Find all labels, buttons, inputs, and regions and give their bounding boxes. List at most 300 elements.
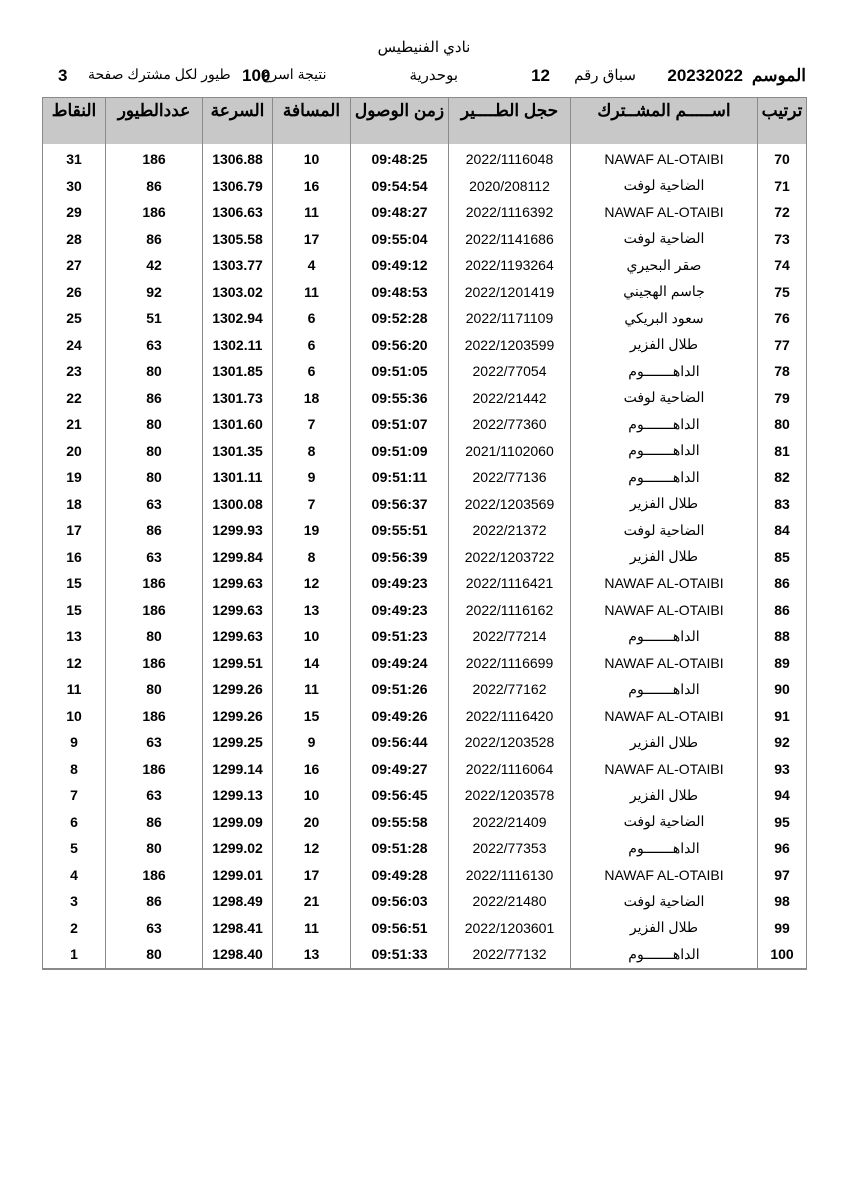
cell-ring: 2022/1116420 bbox=[449, 703, 571, 730]
cell-distance: 21 bbox=[273, 888, 351, 915]
cell-arrival: 09:48:25 bbox=[351, 146, 449, 173]
cell-birds: 86 bbox=[106, 173, 203, 200]
cell-member: NAWAF AL-OTAIBI bbox=[571, 597, 758, 624]
cell-points: 17 bbox=[43, 517, 106, 544]
cell-member: NAWAF AL-OTAIBI bbox=[571, 146, 758, 173]
cell-birds: 186 bbox=[106, 862, 203, 889]
cell-birds: 80 bbox=[106, 411, 203, 438]
cell-rank: 95 bbox=[758, 809, 807, 836]
table-row bbox=[43, 411, 807, 438]
cell-distance: 11 bbox=[273, 915, 351, 942]
cell-speed: 1299.63 bbox=[203, 623, 273, 650]
cell-distance: 17 bbox=[273, 226, 351, 253]
cell-member: جاسم الهجيني bbox=[571, 279, 758, 306]
cell-distance: 14 bbox=[273, 650, 351, 677]
cell-ring: 2022/1116421 bbox=[449, 570, 571, 597]
cell-speed: 1299.26 bbox=[203, 703, 273, 730]
table-row bbox=[43, 782, 807, 809]
cell-speed: 1299.51 bbox=[203, 650, 273, 677]
cell-member: الداهـــــــوم bbox=[571, 835, 758, 862]
cell-distance: 11 bbox=[273, 279, 351, 306]
cell-ring: 2022/77214 bbox=[449, 623, 571, 650]
header-points: النقاط bbox=[43, 98, 106, 145]
cell-ring: 2022/77136 bbox=[449, 464, 571, 491]
header-birds: عددالطيور bbox=[106, 98, 203, 145]
cell-arrival: 09:56:39 bbox=[351, 544, 449, 571]
cell-distance: 7 bbox=[273, 411, 351, 438]
cell-points: 12 bbox=[43, 650, 106, 677]
table-row bbox=[43, 729, 807, 756]
cell-arrival: 09:56:51 bbox=[351, 915, 449, 942]
cell-points: 4 bbox=[43, 862, 106, 889]
cell-arrival: 09:49:23 bbox=[351, 570, 449, 597]
cell-rank: 74 bbox=[758, 252, 807, 279]
cell-points: 18 bbox=[43, 491, 106, 518]
cell-distance: 12 bbox=[273, 835, 351, 862]
cell-member: الداهـــــــوم bbox=[571, 623, 758, 650]
cell-distance: 11 bbox=[273, 199, 351, 226]
cell-arrival: 09:52:28 bbox=[351, 305, 449, 332]
cell-distance: 15 bbox=[273, 703, 351, 730]
cell-distance: 20 bbox=[273, 809, 351, 836]
club-title: نادي الفنيطيس bbox=[377, 39, 471, 56]
cell-speed: 1299.63 bbox=[203, 597, 273, 624]
cell-arrival: 09:55:58 bbox=[351, 809, 449, 836]
cell-points: 3 bbox=[43, 888, 106, 915]
cell-ring: 2022/21442 bbox=[449, 385, 571, 412]
cell-points: 21 bbox=[43, 411, 106, 438]
cell-ring: 2022/1203599 bbox=[449, 332, 571, 359]
cell-distance: 10 bbox=[273, 782, 351, 809]
table-row bbox=[43, 279, 807, 306]
cell-rank: 77 bbox=[758, 332, 807, 359]
cell-birds: 86 bbox=[106, 226, 203, 253]
cell-member: NAWAF AL-OTAIBI bbox=[571, 650, 758, 677]
cell-points: 1 bbox=[43, 941, 106, 969]
cell-ring: 2022/77162 bbox=[449, 676, 571, 703]
cell-birds: 186 bbox=[106, 146, 203, 173]
cell-birds: 80 bbox=[106, 941, 203, 969]
cell-speed: 1299.93 bbox=[203, 517, 273, 544]
cell-rank: 70 bbox=[758, 146, 807, 173]
cell-arrival: 09:55:04 bbox=[351, 226, 449, 253]
cell-points: 29 bbox=[43, 199, 106, 226]
cell-arrival: 09:49:23 bbox=[351, 597, 449, 624]
cell-member: الضاحية لوفت bbox=[571, 809, 758, 836]
cell-rank: 98 bbox=[758, 888, 807, 915]
cell-arrival: 09:49:24 bbox=[351, 650, 449, 677]
cell-speed: 1299.13 bbox=[203, 782, 273, 809]
cell-speed: 1299.09 bbox=[203, 809, 273, 836]
cell-arrival: 09:49:28 bbox=[351, 862, 449, 889]
cell-member: NAWAF AL-OTAIBI bbox=[571, 756, 758, 783]
cell-points: 11 bbox=[43, 676, 106, 703]
cell-ring: 2022/1203578 bbox=[449, 782, 571, 809]
cell-ring: 2022/1193264 bbox=[449, 252, 571, 279]
cell-points: 22 bbox=[43, 385, 106, 412]
cell-ring: 2022/77353 bbox=[449, 835, 571, 862]
cell-member: الداهـــــــوم bbox=[571, 464, 758, 491]
cell-rank: 79 bbox=[758, 385, 807, 412]
table-row bbox=[43, 438, 807, 465]
cell-arrival: 09:56:44 bbox=[351, 729, 449, 756]
cell-ring: 2022/1203601 bbox=[449, 915, 571, 942]
per-member-label: طيور لكل مشترك صفحة bbox=[88, 66, 231, 82]
table-row bbox=[43, 464, 807, 491]
cell-birds: 63 bbox=[106, 915, 203, 942]
cell-member: صقر البحيري bbox=[571, 252, 758, 279]
cell-speed: 1301.85 bbox=[203, 358, 273, 385]
cell-arrival: 09:51:23 bbox=[351, 623, 449, 650]
table-row bbox=[43, 332, 807, 359]
cell-speed: 1301.60 bbox=[203, 411, 273, 438]
cell-member: الضاحية لوفت bbox=[571, 517, 758, 544]
cell-distance: 17 bbox=[273, 862, 351, 889]
cell-points: 26 bbox=[43, 279, 106, 306]
cell-ring: 2022/1116699 bbox=[449, 650, 571, 677]
results-table bbox=[42, 97, 807, 970]
season-label: الموسم bbox=[751, 66, 806, 85]
cell-points: 6 bbox=[43, 809, 106, 836]
cell-distance: 10 bbox=[273, 146, 351, 173]
cell-birds: 63 bbox=[106, 332, 203, 359]
cell-birds: 63 bbox=[106, 782, 203, 809]
cell-points: 2 bbox=[43, 915, 106, 942]
cell-speed: 1306.63 bbox=[203, 199, 273, 226]
cell-points: 27 bbox=[43, 252, 106, 279]
table-row bbox=[43, 226, 807, 253]
cell-speed: 1299.02 bbox=[203, 835, 273, 862]
cell-distance: 19 bbox=[273, 517, 351, 544]
cell-rank: 84 bbox=[758, 517, 807, 544]
table-row bbox=[43, 703, 807, 730]
cell-rank: 100 bbox=[758, 941, 807, 969]
table-row bbox=[43, 358, 807, 385]
cell-member: NAWAF AL-OTAIBI bbox=[571, 703, 758, 730]
fastest-value: 100 bbox=[242, 66, 271, 85]
cell-member: NAWAF AL-OTAIBI bbox=[571, 862, 758, 889]
cell-speed: 1299.01 bbox=[203, 862, 273, 889]
cell-member: الضاحية لوفت bbox=[571, 226, 758, 253]
cell-arrival: 09:56:37 bbox=[351, 491, 449, 518]
cell-rank: 94 bbox=[758, 782, 807, 809]
cell-ring: 2022/1116064 bbox=[449, 756, 571, 783]
cell-distance: 10 bbox=[273, 623, 351, 650]
cell-ring: 2022/1116392 bbox=[449, 199, 571, 226]
cell-distance: 6 bbox=[273, 305, 351, 332]
cell-arrival: 09:48:27 bbox=[351, 199, 449, 226]
cell-distance: 9 bbox=[273, 729, 351, 756]
page-number: 3 bbox=[58, 66, 68, 85]
cell-rank: 90 bbox=[758, 676, 807, 703]
cell-rank: 92 bbox=[758, 729, 807, 756]
cell-distance: 16 bbox=[273, 756, 351, 783]
cell-points: 15 bbox=[43, 570, 106, 597]
cell-ring: 2022/1201419 bbox=[449, 279, 571, 306]
cell-rank: 71 bbox=[758, 173, 807, 200]
cell-speed: 1302.11 bbox=[203, 332, 273, 359]
cell-points: 30 bbox=[43, 173, 106, 200]
cell-ring: 2022/1203569 bbox=[449, 491, 571, 518]
cell-arrival: 09:55:36 bbox=[351, 385, 449, 412]
cell-ring: 2021/1102060 bbox=[449, 438, 571, 465]
cell-points: 25 bbox=[43, 305, 106, 332]
cell-ring: 2022/1203528 bbox=[449, 729, 571, 756]
cell-birds: 86 bbox=[106, 385, 203, 412]
cell-rank: 82 bbox=[758, 464, 807, 491]
table-row bbox=[43, 199, 807, 226]
cell-rank: 97 bbox=[758, 862, 807, 889]
cell-birds: 186 bbox=[106, 199, 203, 226]
table-row bbox=[43, 862, 807, 889]
fastest-label: نتيجة اسرع bbox=[262, 66, 327, 82]
cell-arrival: 09:49:26 bbox=[351, 703, 449, 730]
cell-member: الداهـــــــوم bbox=[571, 438, 758, 465]
cell-arrival: 09:51:09 bbox=[351, 438, 449, 465]
cell-distance: 8 bbox=[273, 438, 351, 465]
cell-ring: 2022/1141686 bbox=[449, 226, 571, 253]
cell-speed: 1301.11 bbox=[203, 464, 273, 491]
cell-rank: 75 bbox=[758, 279, 807, 306]
cell-arrival: 09:49:12 bbox=[351, 252, 449, 279]
cell-points: 5 bbox=[43, 835, 106, 862]
cell-arrival: 09:54:54 bbox=[351, 173, 449, 200]
cell-arrival: 09:56:03 bbox=[351, 888, 449, 915]
cell-member: الداهـــــــوم bbox=[571, 676, 758, 703]
cell-rank: 89 bbox=[758, 650, 807, 677]
table-row bbox=[43, 491, 807, 518]
cell-speed: 1299.26 bbox=[203, 676, 273, 703]
cell-arrival: 09:51:33 bbox=[351, 941, 449, 969]
cell-member: الداهـــــــوم bbox=[571, 941, 758, 969]
cell-birds: 186 bbox=[106, 703, 203, 730]
cell-birds: 80 bbox=[106, 835, 203, 862]
table-row bbox=[43, 173, 807, 200]
race-label: سباق رقم bbox=[574, 67, 636, 84]
cell-distance: 11 bbox=[273, 676, 351, 703]
header-speed: السرعة bbox=[203, 98, 273, 145]
cell-distance: 4 bbox=[273, 252, 351, 279]
cell-ring: 2022/77132 bbox=[449, 941, 571, 969]
cell-birds: 80 bbox=[106, 358, 203, 385]
table-row bbox=[43, 146, 807, 173]
table-row bbox=[43, 252, 807, 279]
cell-birds: 80 bbox=[106, 676, 203, 703]
cell-speed: 1306.88 bbox=[203, 146, 273, 173]
table-row bbox=[43, 650, 807, 677]
cell-ring: 2022/1116048 bbox=[449, 146, 571, 173]
header-ring: حجل الطــــير bbox=[449, 98, 571, 145]
cell-points: 19 bbox=[43, 464, 106, 491]
cell-distance: 8 bbox=[273, 544, 351, 571]
cell-member: طلال الفزير bbox=[571, 729, 758, 756]
cell-distance: 13 bbox=[273, 941, 351, 969]
cell-distance: 6 bbox=[273, 332, 351, 359]
cell-member: الداهـــــــوم bbox=[571, 358, 758, 385]
race-info-line bbox=[0, 66, 848, 90]
cell-birds: 86 bbox=[106, 517, 203, 544]
cell-birds: 63 bbox=[106, 544, 203, 571]
cell-arrival: 09:51:28 bbox=[351, 835, 449, 862]
cell-rank: 91 bbox=[758, 703, 807, 730]
cell-birds: 80 bbox=[106, 623, 203, 650]
cell-speed: 1301.35 bbox=[203, 438, 273, 465]
cell-birds: 92 bbox=[106, 279, 203, 306]
cell-speed: 1302.94 bbox=[203, 305, 273, 332]
race-value: 12 bbox=[531, 66, 550, 85]
header-distance: المسافة bbox=[273, 98, 351, 145]
cell-arrival: 09:55:51 bbox=[351, 517, 449, 544]
cell-points: 9 bbox=[43, 729, 106, 756]
season-value: 20232022 bbox=[667, 66, 743, 85]
cell-points: 13 bbox=[43, 623, 106, 650]
table-row bbox=[43, 623, 807, 650]
table-row bbox=[43, 570, 807, 597]
cell-arrival: 09:48:53 bbox=[351, 279, 449, 306]
cell-ring: 2020/208112 bbox=[449, 173, 571, 200]
cell-ring: 2022/1203722 bbox=[449, 544, 571, 571]
table-row bbox=[43, 597, 807, 624]
cell-birds: 186 bbox=[106, 597, 203, 624]
cell-ring: 2022/1171109 bbox=[449, 305, 571, 332]
cell-distance: 16 bbox=[273, 173, 351, 200]
cell-points: 23 bbox=[43, 358, 106, 385]
table-row bbox=[43, 544, 807, 571]
table-row bbox=[43, 305, 807, 332]
cell-distance: 18 bbox=[273, 385, 351, 412]
cell-speed: 1301.73 bbox=[203, 385, 273, 412]
cell-rank: 83 bbox=[758, 491, 807, 518]
cell-birds: 42 bbox=[106, 252, 203, 279]
cell-arrival: 09:56:45 bbox=[351, 782, 449, 809]
cell-birds: 186 bbox=[106, 570, 203, 597]
cell-speed: 1299.84 bbox=[203, 544, 273, 571]
cell-birds: 186 bbox=[106, 650, 203, 677]
cell-rank: 76 bbox=[758, 305, 807, 332]
cell-member: الضاحية لوفت bbox=[571, 173, 758, 200]
cell-distance: 6 bbox=[273, 358, 351, 385]
header-rank: ترتيب bbox=[758, 98, 807, 145]
cell-member: الداهـــــــوم bbox=[571, 411, 758, 438]
cell-member: طلال الفزير bbox=[571, 782, 758, 809]
cell-ring: 2022/77054 bbox=[449, 358, 571, 385]
cell-speed: 1298.41 bbox=[203, 915, 273, 942]
cell-rank: 72 bbox=[758, 199, 807, 226]
cell-birds: 80 bbox=[106, 464, 203, 491]
cell-distance: 9 bbox=[273, 464, 351, 491]
cell-birds: 80 bbox=[106, 438, 203, 465]
table-row bbox=[43, 941, 807, 969]
cell-rank: 88 bbox=[758, 623, 807, 650]
cell-member: الضاحية لوفت bbox=[571, 385, 758, 412]
cell-speed: 1298.49 bbox=[203, 888, 273, 915]
cell-points: 10 bbox=[43, 703, 106, 730]
cell-member: طلال الفزير bbox=[571, 915, 758, 942]
cell-points: 20 bbox=[43, 438, 106, 465]
cell-speed: 1299.63 bbox=[203, 570, 273, 597]
cell-birds: 186 bbox=[106, 756, 203, 783]
cell-member: سعود البريكي bbox=[571, 305, 758, 332]
cell-points: 7 bbox=[43, 782, 106, 809]
table-row bbox=[43, 756, 807, 783]
cell-rank: 96 bbox=[758, 835, 807, 862]
cell-points: 31 bbox=[43, 146, 106, 173]
cell-birds: 51 bbox=[106, 305, 203, 332]
cell-rank: 81 bbox=[758, 438, 807, 465]
cell-member: طلال الفزير bbox=[571, 491, 758, 518]
table-row bbox=[43, 835, 807, 862]
cell-member: NAWAF AL-OTAIBI bbox=[571, 199, 758, 226]
cell-points: 16 bbox=[43, 544, 106, 571]
cell-points: 28 bbox=[43, 226, 106, 253]
cell-birds: 86 bbox=[106, 888, 203, 915]
cell-ring: 2022/1116162 bbox=[449, 597, 571, 624]
cell-member: NAWAF AL-OTAIBI bbox=[571, 570, 758, 597]
cell-ring: 2022/21409 bbox=[449, 809, 571, 836]
cell-speed: 1305.58 bbox=[203, 226, 273, 253]
cell-rank: 85 bbox=[758, 544, 807, 571]
header-member: اســـــم المشــترك bbox=[571, 98, 758, 145]
header-arrival: زمن الوصول bbox=[351, 98, 449, 145]
table-row bbox=[43, 676, 807, 703]
cell-distance: 12 bbox=[273, 570, 351, 597]
cell-birds: 63 bbox=[106, 491, 203, 518]
cell-distance: 13 bbox=[273, 597, 351, 624]
table-row bbox=[43, 517, 807, 544]
cell-rank: 93 bbox=[758, 756, 807, 783]
cell-arrival: 09:51:05 bbox=[351, 358, 449, 385]
cell-ring: 2022/21372 bbox=[449, 517, 571, 544]
table-row bbox=[43, 385, 807, 412]
cell-rank: 78 bbox=[758, 358, 807, 385]
cell-speed: 1298.40 bbox=[203, 941, 273, 969]
cell-ring: 2022/21480 bbox=[449, 888, 571, 915]
cell-points: 15 bbox=[43, 597, 106, 624]
cell-speed: 1299.25 bbox=[203, 729, 273, 756]
cell-member: الضاحية لوفت bbox=[571, 888, 758, 915]
cell-ring: 2022/1116130 bbox=[449, 862, 571, 889]
race-location: بوحدرية bbox=[409, 67, 458, 84]
cell-arrival: 09:49:27 bbox=[351, 756, 449, 783]
cell-speed: 1299.14 bbox=[203, 756, 273, 783]
cell-arrival: 09:51:07 bbox=[351, 411, 449, 438]
cell-arrival: 09:56:20 bbox=[351, 332, 449, 359]
table-row bbox=[43, 809, 807, 836]
cell-birds: 63 bbox=[106, 729, 203, 756]
cell-member: طلال الفزير bbox=[571, 544, 758, 571]
cell-rank: 73 bbox=[758, 226, 807, 253]
cell-distance: 7 bbox=[273, 491, 351, 518]
cell-rank: 86 bbox=[758, 570, 807, 597]
cell-points: 8 bbox=[43, 756, 106, 783]
table-row bbox=[43, 915, 807, 942]
cell-rank: 80 bbox=[758, 411, 807, 438]
cell-speed: 1303.02 bbox=[203, 279, 273, 306]
cell-rank: 99 bbox=[758, 915, 807, 942]
table-header-row bbox=[43, 98, 807, 145]
cell-speed: 1306.79 bbox=[203, 173, 273, 200]
cell-rank: 86 bbox=[758, 597, 807, 624]
cell-arrival: 09:51:11 bbox=[351, 464, 449, 491]
cell-member: طلال الفزير bbox=[571, 332, 758, 359]
cell-ring: 2022/77360 bbox=[449, 411, 571, 438]
cell-speed: 1303.77 bbox=[203, 252, 273, 279]
table-row bbox=[43, 888, 807, 915]
cell-arrival: 09:51:26 bbox=[351, 676, 449, 703]
cell-points: 24 bbox=[43, 332, 106, 359]
cell-birds: 86 bbox=[106, 809, 203, 836]
cell-speed: 1300.08 bbox=[203, 491, 273, 518]
